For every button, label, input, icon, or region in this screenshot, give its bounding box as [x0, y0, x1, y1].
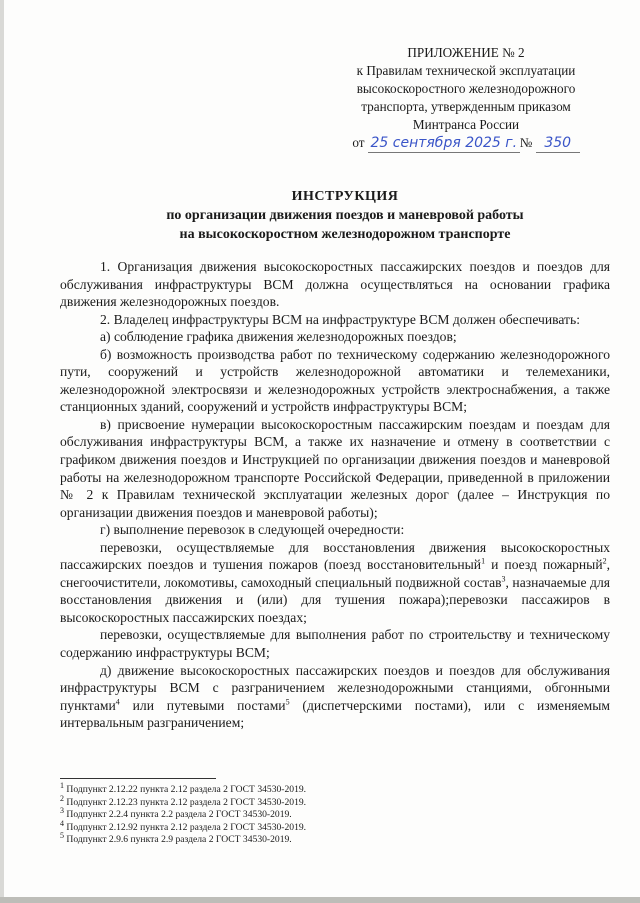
footnote-text: Подпункт 2.2.4 пункта 2.2 раздела 2 ГОСТ 34530-2019. [64, 809, 292, 821]
number-label: № [519, 135, 533, 150]
footnote-5 [60, 831, 600, 847]
footnote-ref-5: 5 [285, 697, 290, 707]
handwritten-date: 25 сентября 2025 г. [368, 134, 520, 153]
handwritten-number: 350 [536, 134, 580, 153]
footnote-mark: 5 [60, 831, 64, 841]
paragraph-d [60, 662, 610, 732]
appendix-date-line [318, 134, 614, 153]
footnote-separator [60, 778, 216, 779]
scan-left-edge [0, 0, 4, 903]
footnote-text: Подпункт 2.12.22 пункта 2.12 раздела 2 ГОСТ 34530-2019. [64, 784, 307, 795]
appendix-header [318, 44, 614, 153]
paragraph-2: 2. Владелец инфраструктуры ВСМ на инфраструктуре ВСМ должен обеспечивать: [100, 311, 580, 327]
text-span: (диспетчерскими постами), или с изменяемым интервальным разграничением; [60, 697, 610, 731]
appendix-line-5: Минтранса России [412, 117, 520, 132]
footnote-ref-1: 1 [481, 556, 486, 566]
footnote-text: Подпункт 2.12.23 пункта 2.12 раздела 2 ГОСТ 34530-2019. [64, 796, 307, 808]
appendix-line-4: транспорта, утвержденным приказом [361, 99, 571, 114]
text-span: или путевыми постами [119, 697, 286, 713]
footnote-mark: 2 [60, 793, 64, 803]
appendix-line-3: высокоскоростного железнодорожного [356, 81, 576, 96]
title-line-2: по организации движения поездов и маневровой работы [166, 208, 524, 223]
title-line-3: на высокоскоростном железнодорожном транспорте [179, 227, 511, 242]
footnote-3 [60, 806, 600, 822]
text-span: д) движение высокоскоростных пассажирских поездов и поездов для обслуживания инфраструктуры ВСМ с разграничением железнодорожными станциями, обгонными пунктами [60, 662, 610, 713]
footnote-ref-4: 4 [115, 697, 120, 707]
footnote-ref-3: 3 [501, 574, 506, 584]
paragraph-a: а) соблюдение графика движения железнодорожных поездов; [100, 329, 457, 345]
title-line-1: ИНСТРУКЦИЯ [291, 189, 399, 204]
text-span: перевозки, осуществляемые для восстановления движения высокоскоростных пассажирских поездов и тушения пожаров (поезд восстановительный [60, 539, 610, 573]
footnote-mark: 1 [60, 780, 64, 790]
footnote-4 [60, 818, 600, 835]
footnotes [60, 780, 600, 847]
paragraph-v: в) присвоение нумерации высокоскоростным пассажирским поездам и поездам для обслуживания инфраструктуры ВСМ, а также их назначение и отмену в соответствии с графиком движения поездов и Инструкцией по организации движения поездов и маневровой работы на железнодорожном транспорте Российской Федерации, приведенной в приложении № 2 к Правилам технической эксплуатации железных дорог (далее – Инструкция по организации движения поездов и маневровой работы); [60, 416, 610, 520]
appendix-line-1: ПРИЛОЖЕНИЕ № 2 [407, 45, 525, 60]
paragraph-g: г) выполнение перевозок в следующей очередности: [100, 522, 405, 538]
paragraph-transport-priority [60, 539, 610, 627]
footnote-mark: 3 [60, 806, 64, 815]
document-title [60, 187, 630, 244]
footnote-1 [60, 780, 600, 797]
document-body [60, 258, 610, 732]
paragraph-b: б) возможность производства работ по техническому содержанию железнодорожного пути, сооружений и устройств железнодорожной автоматики и телемеханики, железнодорожной электросвязи и железнодорожных устройств электроснабжения, а также станционных зданий, сооружений и устройств инфраструктуры ВСМ; [60, 346, 610, 415]
text-span: , назначаемые для восстановления движения и (или) для тушения пожара);перевозки пассажиров в высокоскоростных пассажирских поездах; [60, 574, 610, 625]
footnote-text: Подпункт 2.12.92 пункта 2.12 раздела 2 ГОСТ 34530-2019. [64, 821, 307, 833]
paragraph-1: 1. Организация движения высокоскоростных пассажирских поездов и поездов для обслуживания инфраструктуры ВСМ должна осуществляться на основании графика движения железнодорожных поездов. [60, 259, 610, 310]
footnote-text: Подпункт 2.9.6 пункта 2.9 раздела 2 ГОСТ 34530-2019. [64, 834, 292, 846]
footnote-mark: 4 [60, 818, 64, 828]
footnote-ref-2: 2 [602, 556, 607, 566]
text-span: , снегоочистители, локомотивы, самоходный специальный подвижной состав [60, 557, 610, 590]
paragraph-construction: перевозки, осуществляемые для выполнения работ по строительству и техническому содержанию инфраструктуры ВСМ; [60, 627, 610, 661]
scan-bottom-edge [0, 897, 640, 903]
footnote-2 [60, 793, 600, 810]
from-label: от [352, 135, 365, 150]
text-span: и поезд пожарный [485, 557, 603, 573]
appendix-line-2: к Правилам технической эксплуатации [356, 63, 576, 78]
